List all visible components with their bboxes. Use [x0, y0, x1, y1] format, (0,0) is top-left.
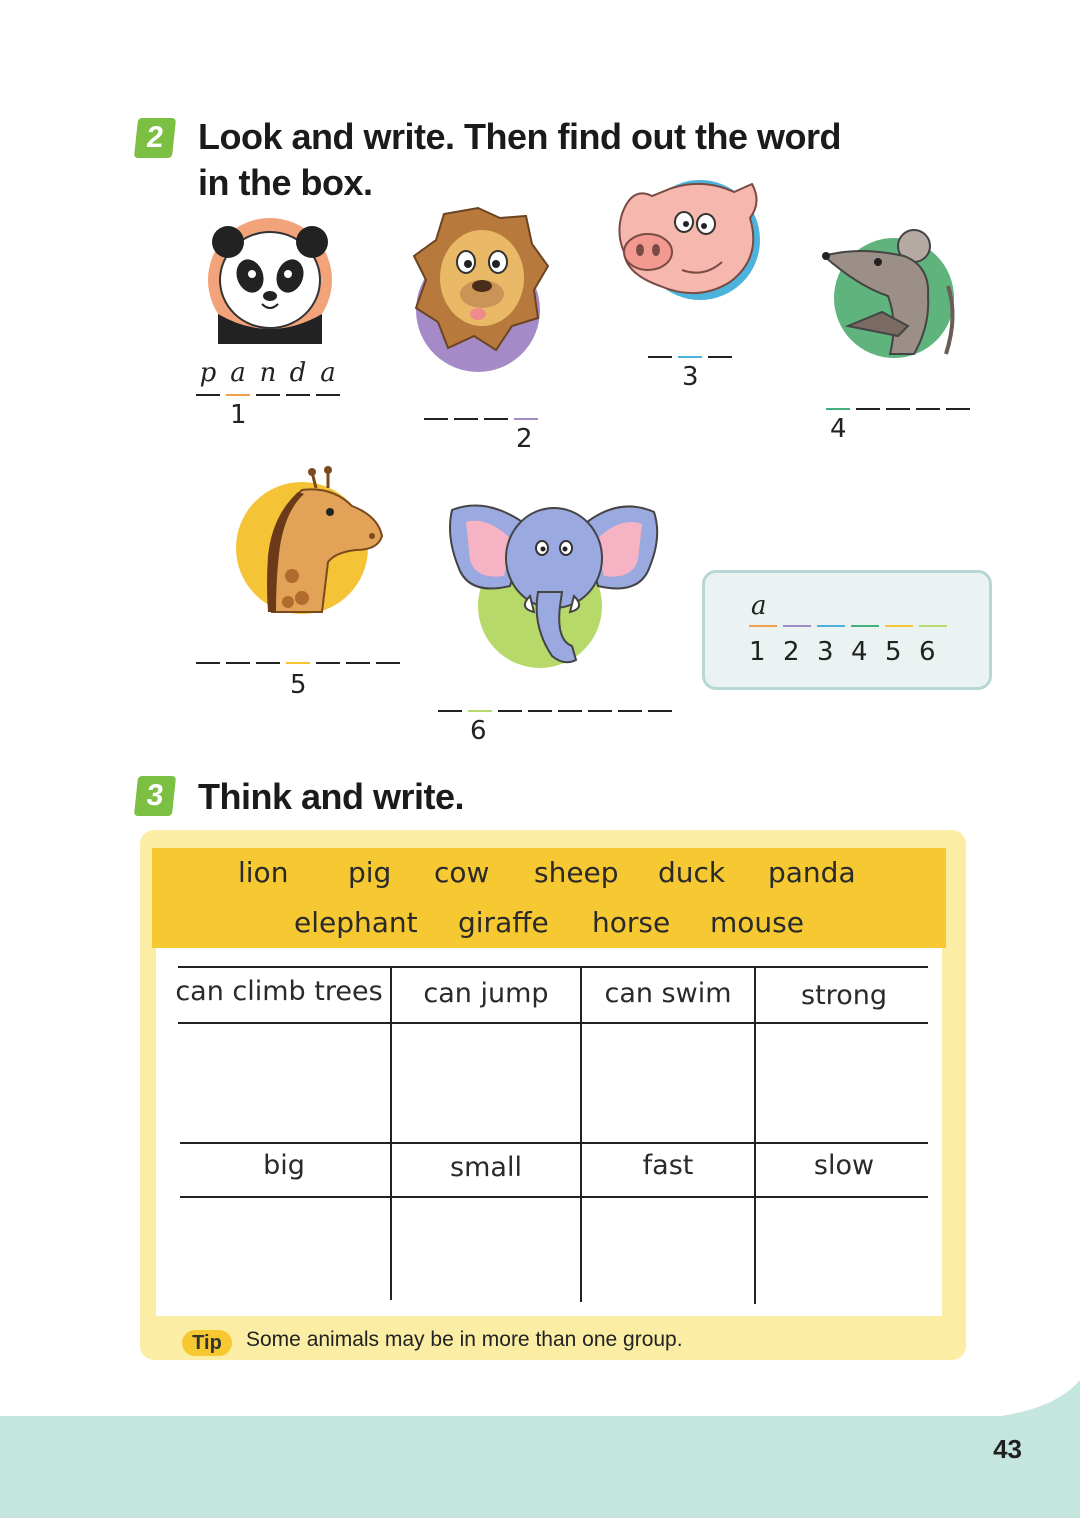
blank[interactable]: [196, 662, 220, 664]
blank[interactable]: [484, 418, 508, 420]
answer-cell[interactable]: [394, 1026, 578, 1140]
blank[interactable]: [498, 710, 522, 712]
word-bank-item: sheep: [534, 856, 619, 889]
header-fast: fast: [642, 1150, 694, 1181]
blank[interactable]: [346, 662, 370, 664]
table-line: [180, 1196, 928, 1198]
answer-cell[interactable]: [394, 1200, 578, 1300]
item-5-number: 5: [290, 670, 307, 700]
item-4-blanks: [826, 408, 970, 410]
section-2-title-line2: in the box.: [198, 162, 373, 203]
blank[interactable]: [916, 408, 940, 410]
mouse-picture: [818, 226, 968, 358]
item-3-number: 3: [682, 362, 699, 392]
item-6-blanks: [438, 710, 672, 712]
answer-cell[interactable]: [584, 1026, 752, 1140]
blank-key[interactable]: [826, 408, 850, 410]
header-big: big: [263, 1150, 305, 1181]
blank[interactable]: [886, 408, 910, 410]
answer-number: 4: [851, 637, 868, 667]
answer-blank-6[interactable]: [919, 625, 947, 627]
answer-box: [702, 570, 992, 690]
answer-cell[interactable]: [180, 1026, 388, 1140]
answer-blank-4[interactable]: [851, 625, 879, 627]
table-line: [178, 1022, 928, 1024]
answer-blanks: [749, 625, 947, 627]
header-small: small: [450, 1152, 522, 1183]
item-6-number: 6: [470, 716, 487, 746]
blank-key[interactable]: [468, 710, 492, 712]
blank[interactable]: [256, 358, 280, 396]
word-bank-item: horse: [592, 906, 671, 939]
blank[interactable]: [618, 710, 642, 712]
letter: a: [230, 358, 246, 388]
lion-picture: [408, 200, 554, 376]
answer-number: 6: [919, 637, 936, 667]
letter: a: [320, 358, 336, 388]
word-bank-item: pig: [348, 856, 392, 889]
table-divider: [754, 966, 756, 1304]
word-bank: [152, 848, 946, 948]
table-line: [180, 1142, 928, 1144]
word-bank-item: giraffe: [458, 906, 549, 939]
blank-key[interactable]: [226, 358, 250, 396]
answer-cell[interactable]: [758, 1200, 926, 1300]
header-can-swim: can swim: [604, 978, 732, 1009]
blank[interactable]: [196, 358, 220, 396]
blank[interactable]: [588, 710, 612, 712]
blank[interactable]: [648, 356, 672, 358]
answer-number: 1: [749, 637, 766, 667]
answer-blank-3[interactable]: [817, 625, 845, 627]
answer-cell[interactable]: [180, 1200, 388, 1300]
tip-badge: Tip: [182, 1330, 232, 1356]
answer-blank-1[interactable]: [749, 625, 777, 627]
answer-cell[interactable]: [758, 1026, 926, 1140]
item-2-blanks: [424, 418, 538, 420]
blank[interactable]: [286, 358, 310, 396]
blank[interactable]: [316, 662, 340, 664]
pig-picture: [612, 178, 764, 304]
blank[interactable]: [424, 418, 448, 420]
tip-text: Some animals may be in more than one group.: [246, 1328, 683, 1351]
blank[interactable]: [528, 710, 552, 712]
word-bank-item: duck: [658, 856, 726, 889]
answer-number: 5: [885, 637, 902, 667]
letter: d: [289, 358, 307, 388]
giraffe-picture: [232, 466, 384, 616]
answer-numbers: [749, 637, 953, 667]
table-line: [178, 966, 928, 968]
blank[interactable]: [946, 408, 970, 410]
item-4-number: 4: [830, 414, 847, 444]
blank[interactable]: [256, 662, 280, 664]
blank[interactable]: [226, 662, 250, 664]
answer-cell[interactable]: [584, 1200, 752, 1300]
blank-key[interactable]: [678, 356, 702, 358]
elephant-picture: [448, 496, 662, 670]
blank[interactable]: [558, 710, 582, 712]
blank[interactable]: [376, 662, 400, 664]
word-bank-item: cow: [434, 856, 490, 889]
panda-picture: [198, 214, 344, 344]
word-bank-item: elephant: [294, 906, 418, 939]
word-bank-item: lion: [238, 856, 289, 889]
header-strong: strong: [801, 980, 887, 1011]
section-3-title: Think and write.: [198, 776, 465, 817]
answer-blank-5[interactable]: [885, 625, 913, 627]
blank[interactable]: [648, 710, 672, 712]
table-divider: [390, 966, 392, 1300]
blank-key[interactable]: [514, 418, 538, 420]
answer-blank-2[interactable]: [783, 625, 811, 627]
answer-number: 3: [817, 637, 834, 667]
header-can-jump: can jump: [423, 978, 549, 1009]
item-1-number: 1: [230, 400, 247, 430]
item-1-blanks: [196, 358, 340, 396]
section-2-title-line1: Look and write. Then find out the word: [198, 116, 841, 157]
blank[interactable]: [454, 418, 478, 420]
header-slow: slow: [813, 1150, 875, 1181]
footer-band: [0, 1416, 1080, 1518]
blank-key[interactable]: [286, 662, 310, 664]
blank[interactable]: [856, 408, 880, 410]
item-3-blanks: [648, 356, 732, 358]
letter: p: [199, 358, 217, 388]
header-can-climb-trees: can climb trees: [175, 976, 383, 1007]
section-2-badge: 2: [134, 118, 176, 158]
table-divider: [580, 966, 582, 1302]
word-bank-item: mouse: [710, 906, 804, 939]
item-2-number: 2: [516, 424, 533, 454]
answer-first-letter: a: [751, 591, 767, 621]
blank[interactable]: [708, 356, 732, 358]
blank[interactable]: [316, 358, 340, 396]
word-bank-item: panda: [768, 856, 856, 889]
section-3-badge: 3: [134, 776, 176, 816]
footer-curve: [960, 1380, 1080, 1420]
item-5-blanks: [196, 662, 400, 664]
page-number: 43: [993, 1434, 1022, 1464]
blank[interactable]: [438, 710, 462, 712]
answer-number: 2: [783, 637, 800, 667]
letter: n: [259, 358, 277, 388]
